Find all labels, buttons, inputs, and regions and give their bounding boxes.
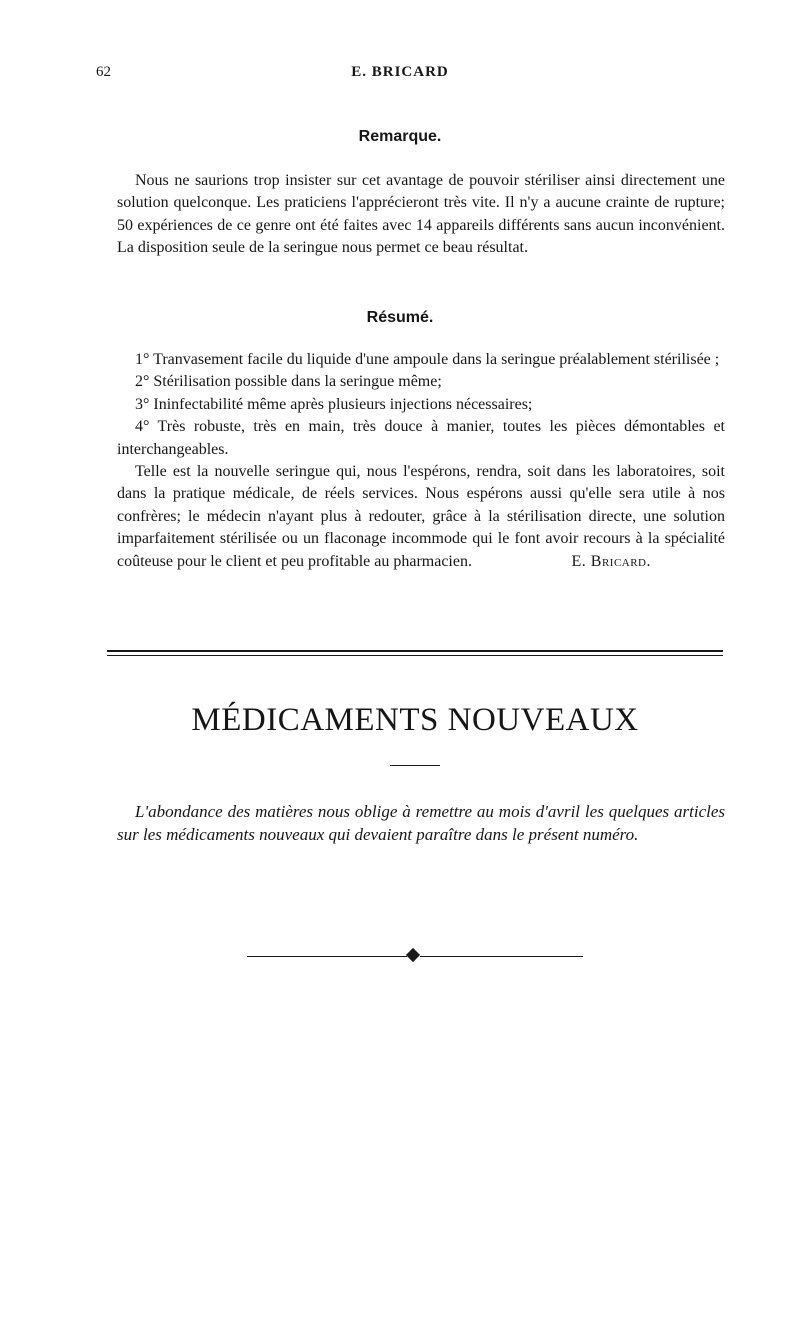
medicaments-title: MÉDICAMENTS NOUVEAUX xyxy=(191,702,639,738)
signature-name: Bricard. xyxy=(590,552,651,570)
author-signature xyxy=(553,551,651,573)
section-divider-bottom xyxy=(107,655,723,656)
resume-item-4: 4° Très robuste, très en main, très douce à manier, toutes les pièces démontables et interchangeables. xyxy=(117,418,725,458)
ornament-line-left xyxy=(247,956,407,957)
resume-item-3: 3° Ininfectabilité même après plusieurs injections nécessaires; xyxy=(135,395,533,413)
resume-heading: Résumé. xyxy=(366,309,434,326)
page-number: 62 xyxy=(96,64,111,80)
remarque-paragraph: Nous ne saurions trop insister sur cet avantage de pouvoir stériliser ainsi directement une solution quelconque. Les praticiens l'apprécieront très vite. Il n'y a aucune crainte de rupture; 50 expériences de ce genre ont été faites avec 14 appareils différents sans aucun inconvénient. La disposition seule de la seringue nous permet ce beau résultat. xyxy=(117,172,725,257)
remarque-heading: Remarque. xyxy=(358,128,442,145)
section-divider-top xyxy=(107,650,723,652)
diamond-icon xyxy=(406,948,420,962)
medicaments-notice xyxy=(117,800,725,846)
running-head: E. BRICARD xyxy=(351,64,449,80)
resume-closing-paragraph xyxy=(117,461,725,573)
resume-section xyxy=(117,349,725,573)
signature-initial: E. xyxy=(571,552,587,570)
resume-closing-text: Telle est la nouvelle seringue qui, nous l'espérons, rendra, soit dans les laboratoires, soit dans la pratique médicale, de réels services. Nous espérons aussi qu'elle sera utile à nos confrères; le médecin n'ayant plus à redouter, grâce à la stérilisation directe, une solution imparfaitement stérilisée ou un flaconage incommode qui le font avoir recours à la spécialité coûteuse pour le client et peu profitable au pharmacien. xyxy=(117,463,725,570)
ornament-line-right xyxy=(420,956,583,957)
notice-paragraph: L'abondance des matières nous oblige à remettre au mois d'avril les quelques articles sur les médicaments nouveaux qui devaient paraître dans le présent numéro. xyxy=(117,802,725,844)
title-underline xyxy=(390,765,440,766)
remarque-section xyxy=(117,170,725,260)
resume-item-2: 2° Stérilisation possible dans la seringue même; xyxy=(135,373,442,391)
end-ornament xyxy=(247,947,583,967)
resume-item-1: 1° Tranvasement facile du liquide d'une ampoule dans la seringue préalablement stérilisée ; xyxy=(135,351,720,368)
